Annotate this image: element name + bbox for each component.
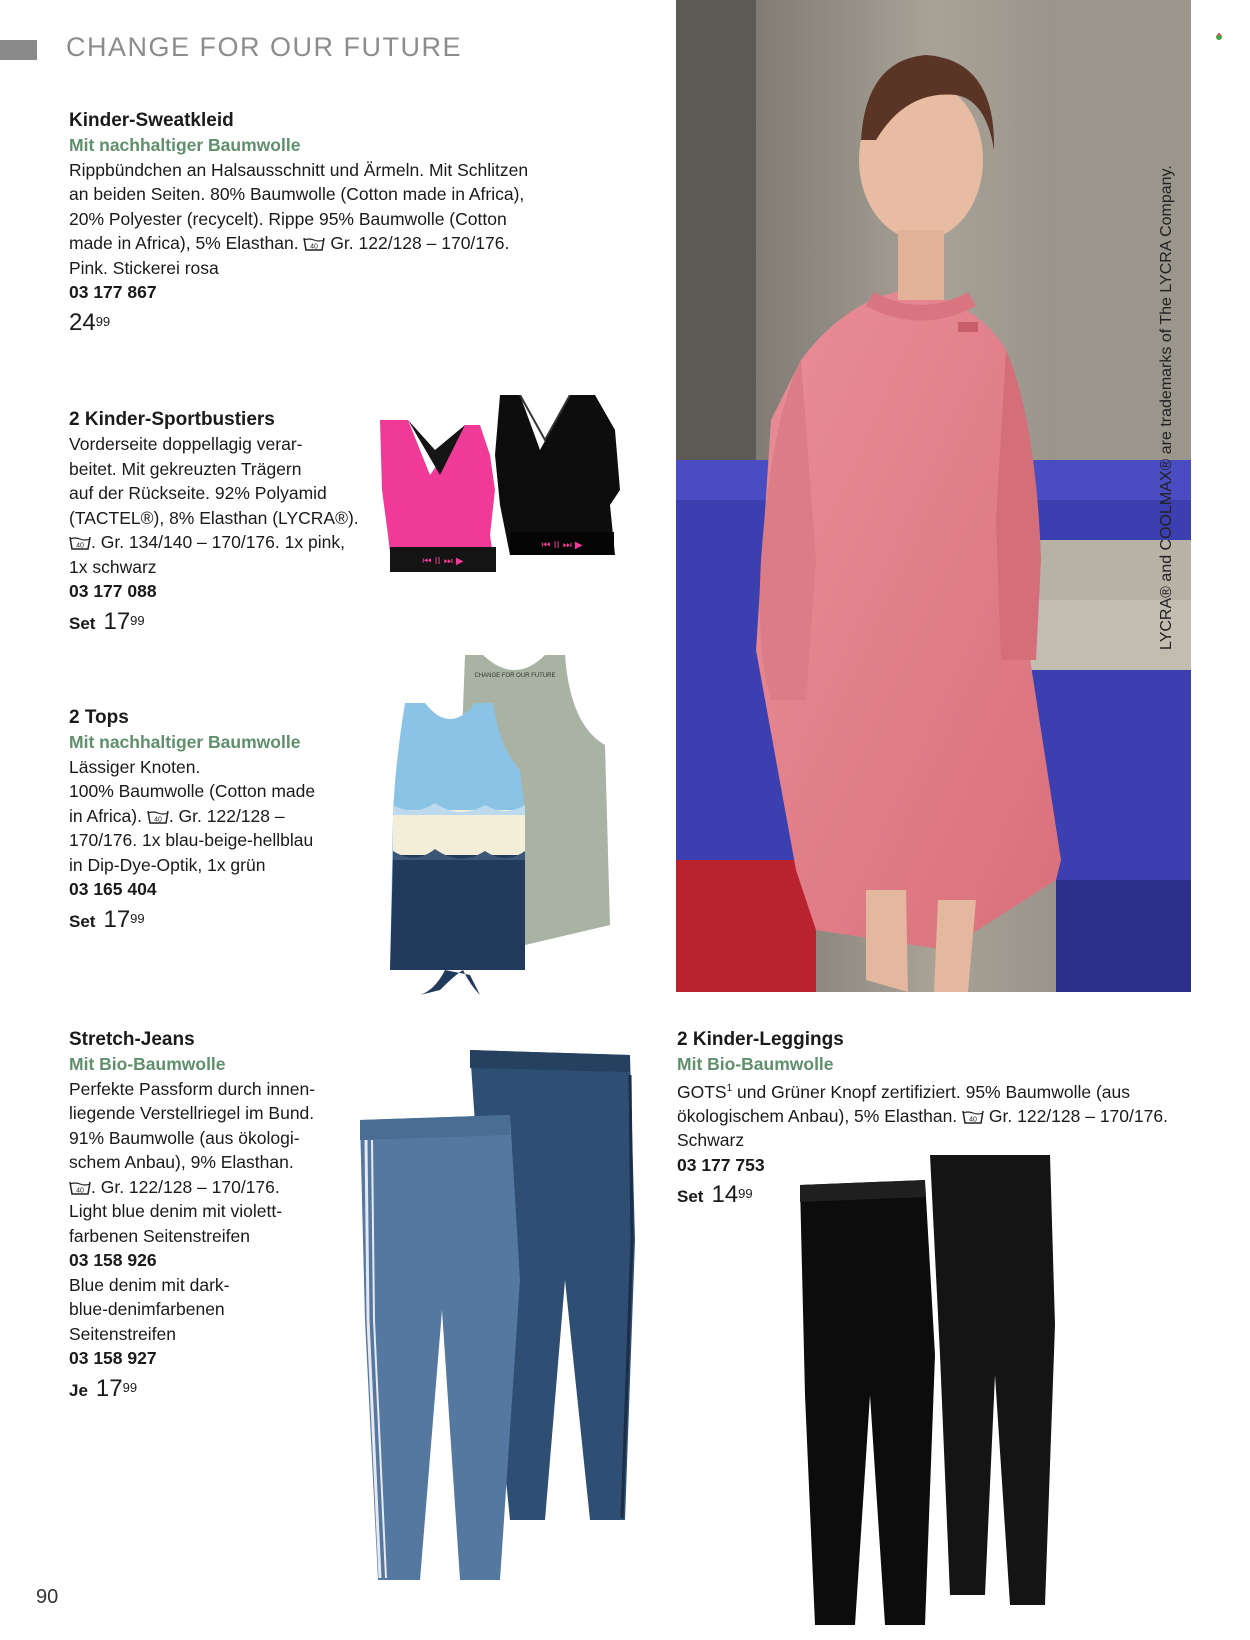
svg-text:40: 40 — [153, 816, 162, 823]
article-number: 03 158 926 — [69, 1250, 157, 1270]
price-prefix: Je — [69, 1380, 88, 1400]
price-integer: 17 — [103, 607, 131, 635]
logo-mark-icon — [1215, 33, 1223, 41]
product-subtitle: Mit nachhaltiger Baumwolle — [69, 135, 301, 155]
product-sweatkleid — [69, 108, 528, 336]
product-desc — [69, 1175, 315, 1200]
product-desc-part: . Gr. 122/128 – 170/176. — [91, 1176, 280, 1197]
product-sportbustiers — [69, 407, 359, 636]
price — [69, 1374, 315, 1404]
product-desc: 100% Baumwolle (Cotton made — [69, 781, 316, 801]
article-number: 03 177 088 — [69, 581, 157, 601]
svg-text:40: 40 — [76, 542, 84, 550]
product-desc — [69, 804, 315, 829]
article-number: 03 177 867 — [69, 282, 157, 302]
sport-bras-illustration — [370, 395, 640, 605]
product-stretch-jeans — [69, 1027, 315, 1403]
product-desc-part: und Grüner Knopf zertifiziert. 95% Baumwolle (aus — [732, 1081, 1130, 1102]
price-cents: 99 — [738, 1186, 753, 1202]
leggings-image — [800, 1155, 1060, 1635]
product-desc-part: Gr. 122/128 – 170/176. — [984, 1105, 1168, 1126]
jeans-image — [360, 1050, 640, 1595]
price-cents: 99 — [130, 612, 145, 628]
tops-image — [375, 655, 615, 1005]
article-number: 03 177 753 — [677, 1154, 765, 1175]
price-integer: 17 — [95, 1374, 123, 1402]
article-number: 03 165 404 — [69, 879, 157, 899]
product-desc-part: in Africa). — [69, 805, 142, 826]
svg-text:40: 40 — [76, 1187, 84, 1194]
product-desc: Lässiger Knoten. — [69, 756, 201, 777]
price-prefix: Set — [677, 1187, 704, 1207]
section-title: CHANGE FOR OUR FUTURE — [66, 32, 462, 62]
wash-40-icon — [303, 236, 325, 252]
price-cents: 99 — [130, 910, 145, 926]
model-photo — [676, 0, 1191, 992]
price-cents: 99 — [122, 1379, 138, 1395]
product-desc: Rippbündchen an Halsausschnitt und Ärmeln. Mit Schlitzen — [69, 159, 529, 180]
product-title: Kinder-Sweatkleid — [69, 110, 234, 131]
product-desc: auf der Rückseite. 92% Polyamid — [69, 483, 327, 503]
wash-40-icon — [69, 535, 91, 551]
product-desc-part: . Gr. 122/128 – — [168, 805, 285, 826]
product-desc-part: ökologischem Anbau), 5% Elasthan. — [677, 1105, 958, 1126]
product-desc — [677, 1104, 1168, 1129]
product-desc-part: GOTS — [677, 1081, 727, 1102]
model-photo-illustration — [676, 0, 1191, 992]
wash-40-icon — [147, 809, 169, 825]
header-accent-bar — [0, 40, 37, 60]
article-number: 03 158 927 — [69, 1348, 157, 1368]
product-desc: Blue denim mit dark- — [69, 1274, 230, 1295]
product-desc-part: made in Africa), 5% Elasthan. — [69, 233, 299, 253]
svg-text:40: 40 — [310, 243, 319, 251]
trademark-note: LYCRA® and COOLMAX® are trademarks of The LYCRA Company. — [1158, 165, 1175, 650]
price — [69, 308, 528, 337]
product-desc: 1x schwarz — [69, 556, 157, 577]
product-tops — [69, 705, 315, 934]
price-integer: 24 — [69, 308, 96, 336]
product-desc: in Dip-Dye-Optik, 1x grün — [69, 854, 266, 875]
sport-bras-image — [370, 395, 640, 610]
product-desc: liegende Verstellriegel im Bund. — [69, 1103, 315, 1123]
leggings-illustration — [800, 1155, 1060, 1630]
price — [69, 905, 315, 935]
bra-band-label-black: ⏮ II ⏭ ▶ — [541, 540, 583, 551]
product-desc: Light blue denim mit violett- — [69, 1201, 283, 1221]
product-subtitle: Mit nachhaltiger Baumwolle — [69, 732, 301, 752]
product-subtitle: Mit Bio-Baumwolle — [677, 1054, 834, 1074]
product-desc — [677, 1077, 1168, 1104]
price — [69, 607, 359, 637]
product-desc: farbenen Seitenstreifen — [69, 1225, 250, 1246]
footnote-mark: 1 — [726, 1082, 733, 1094]
product-desc: 20% Polyester (recycelt). Rippe 95% Baumwolle (Cotton — [69, 208, 507, 229]
product-desc: 170/176. 1x blau-beige-hellblau — [69, 830, 314, 850]
product-desc: an beiden Seiten. 80% Baumwolle (Cotton made in Africa), — [69, 184, 525, 204]
svg-text:40: 40 — [969, 1116, 977, 1124]
top-tag-text: CHANGE FOR OUR FUTURE — [474, 673, 556, 679]
product-title: Stretch-Jeans — [69, 1029, 195, 1050]
jeans-illustration — [360, 1050, 640, 1590]
price-integer: 17 — [103, 905, 131, 933]
price-prefix: Set — [69, 911, 96, 931]
product-desc-part: . Gr. 134/140 – 170/176. 1x pink, — [91, 532, 345, 552]
product-desc: Schwarz — [677, 1130, 745, 1151]
price-integer: 14 — [711, 1181, 739, 1209]
product-desc: beitet. Mit gekreuzten Trägern — [69, 458, 302, 479]
bra-band-label-pink: ⏮ II ⏭ ▶ — [422, 556, 464, 567]
product-title: 2 Kinder-Sportbustiers — [69, 409, 275, 430]
product-desc: 91% Baumwolle (aus ökologi- — [69, 1127, 300, 1148]
page-number: 90 — [36, 1586, 59, 1608]
product-desc: Pink. Stickerei rosa — [69, 257, 219, 278]
product-desc-part: Gr. 122/128 – 170/176. — [330, 233, 510, 253]
product-subtitle: Mit Bio-Baumwolle — [69, 1054, 226, 1074]
product-desc: Perfekte Passform durch innen- — [69, 1078, 316, 1099]
product-title: 2 Kinder-Leggings — [677, 1029, 844, 1050]
price-prefix: Set — [69, 613, 96, 633]
product-desc: blue-denimfarbenen — [69, 1299, 225, 1319]
product-desc — [69, 530, 359, 555]
product-desc: Seitenstreifen — [69, 1323, 177, 1344]
wash-40-icon — [962, 1109, 984, 1125]
product-desc: (TACTEL®), 8% Elasthan (LYCRA®). — [69, 507, 359, 528]
product-desc: schem Anbau), 9% Elasthan. — [69, 1152, 294, 1172]
product-desc: Vorderseite doppellagig verar- — [69, 434, 303, 454]
product-title: 2 Tops — [69, 707, 129, 728]
product-desc — [69, 231, 528, 256]
tops-illustration — [375, 655, 615, 1000]
wash-40-icon — [69, 1180, 91, 1196]
price-cents: 99 — [95, 313, 111, 329]
